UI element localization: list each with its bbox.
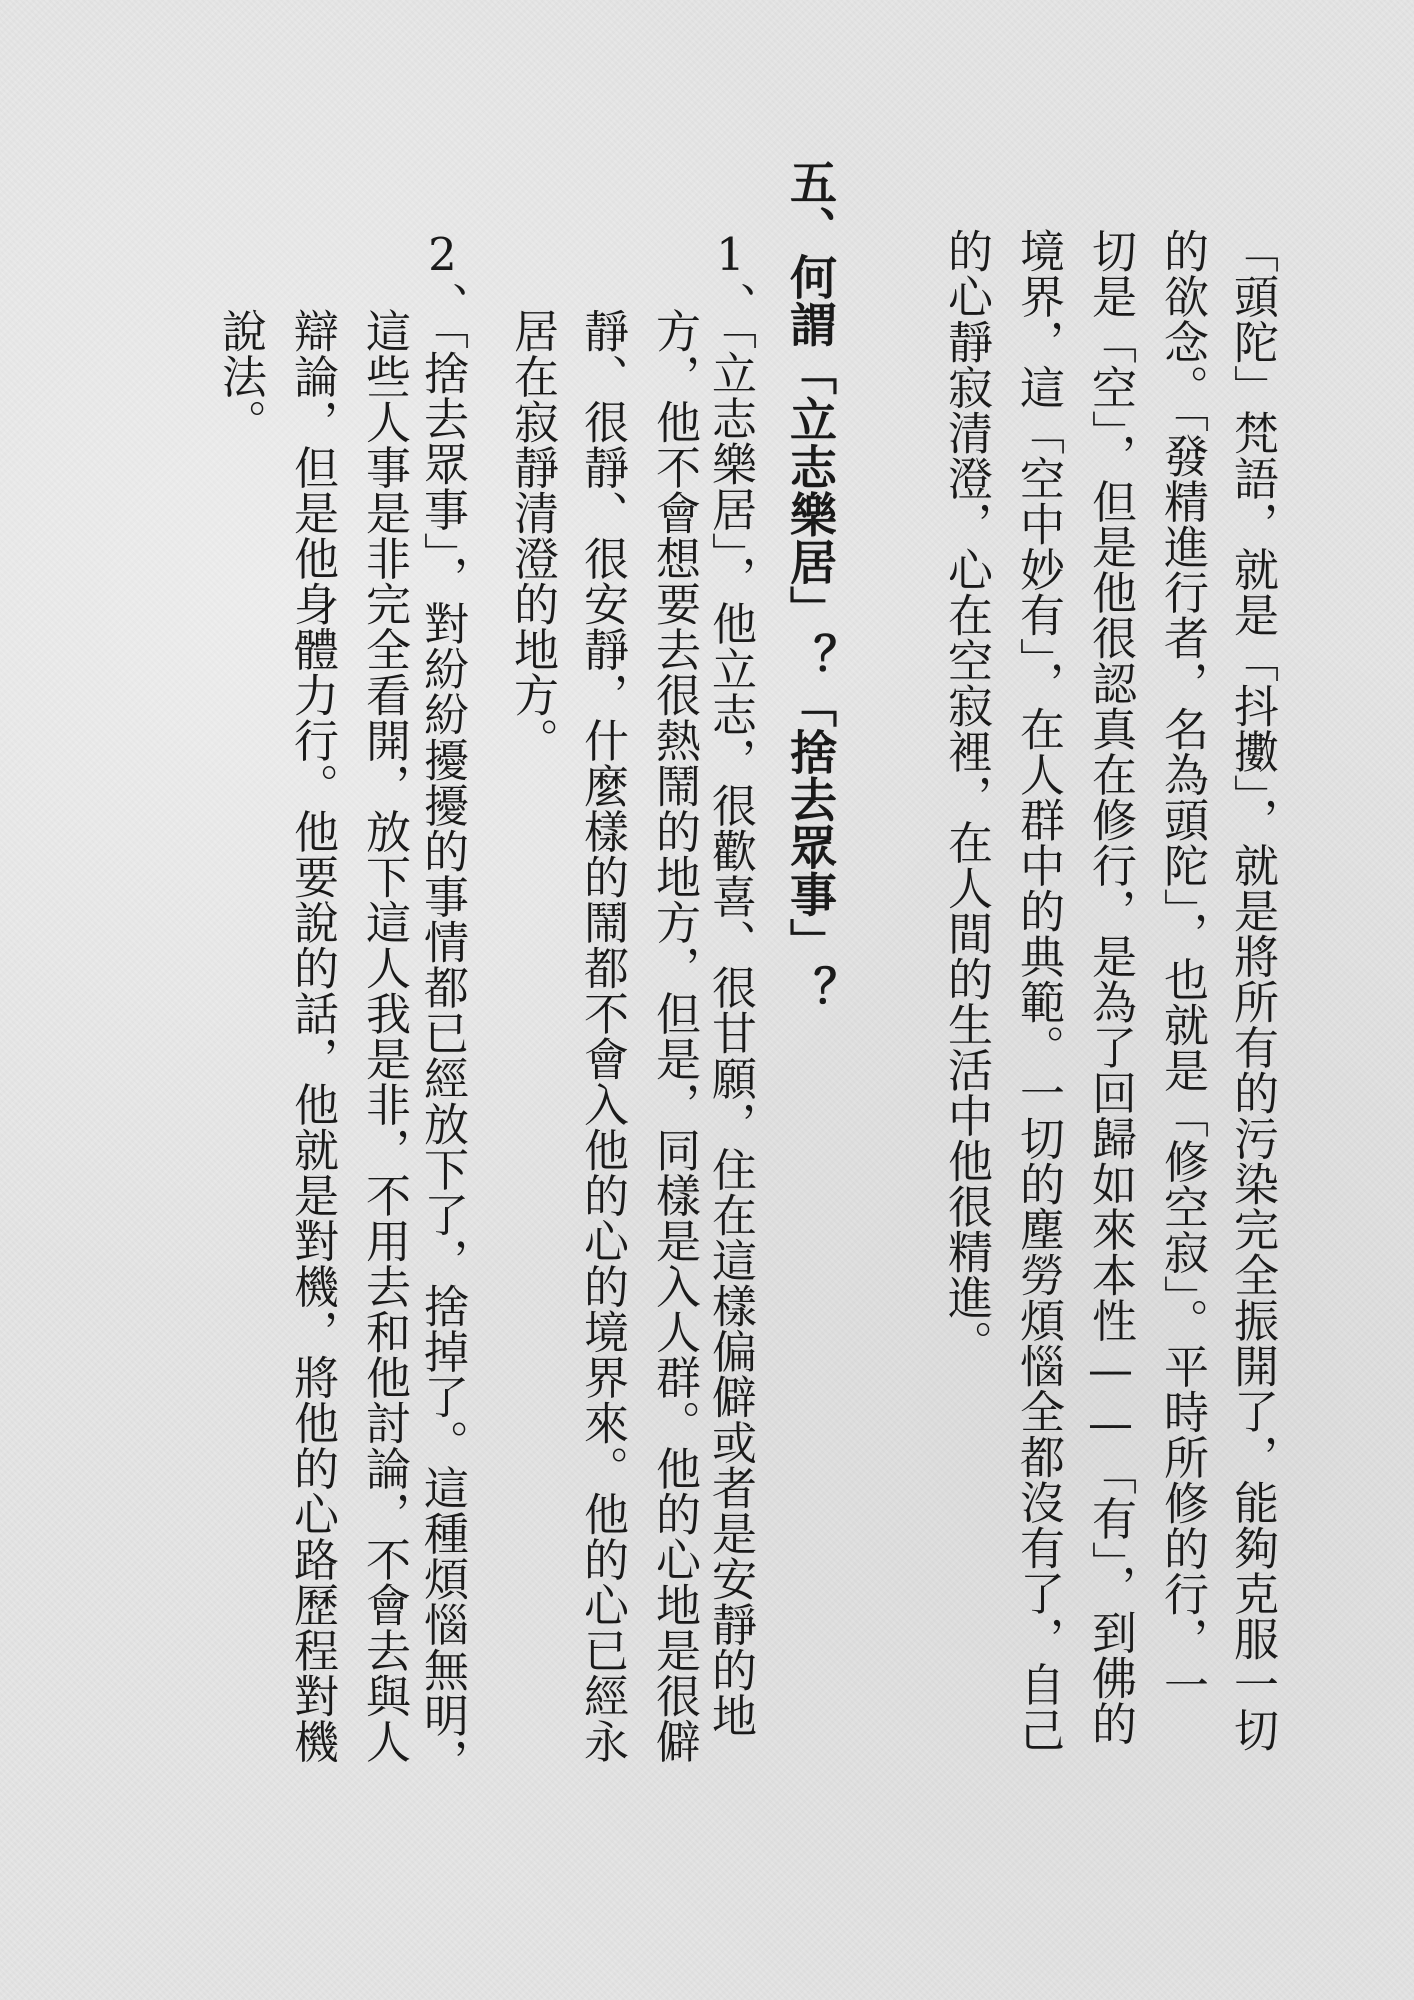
item-1-column-4: 居在寂靜清澄的地方。 [506, 308, 559, 763]
text-column-2: 的欲念。「發精進行者，名為頭陀」，也就是「修空寂」。平時所修的行，一 [1156, 228, 1209, 1708]
item-1-column-3: 靜、很靜、很安靜，什麼樣的鬧都不會入他的心的境界來。他的心已經永 [576, 308, 629, 1764]
item-2-column-2: 這些人事是非完全看開，放下這人我是非，不用去和他討論，不會去與人 [358, 308, 411, 1764]
text-column-5: 的心靜寂清澄，心在空寂裡，在人間的生活中他很精進。 [940, 228, 993, 1366]
text-column-1: 「頭陀」梵語，就是「抖擻」，就是將所有的污染完全振開了，能夠克服一切 [1226, 228, 1279, 1753]
text-column-4: 境界，這「空中妙有」，在人群中的典範。一切的塵勞煩惱全都沒有了，自己 [1012, 228, 1065, 1753]
item-2-column-4: 說法。 [214, 308, 267, 445]
section-heading: 五、何謂「立志樂居」？「捨去眾事」？ [782, 158, 837, 1013]
item-2-column-3: 辯論，但是他身體力行。他要說的話，他就是對機，將他的心路歷程對機 [286, 308, 339, 1764]
item-2-column-1: 2、「捨去眾事」，對紛紛擾擾的事情都已經放下了，捨掉了。這種煩惱無明， [416, 228, 469, 1784]
item-1-column-2: 方，他不會想要去很熱鬧的地方，但是，同樣是入人群。他的心地是很僻 [648, 308, 701, 1764]
item-1-column-1: 1、「立志樂居」，他立志，很歡喜、很甘願，住在這樣偏僻或者是安靜的地 [704, 228, 757, 1738]
text-column-3: 切是「空」，但是他很認真在修行，是為了回歸如來本性——「有」，到佛的 [1084, 228, 1137, 1746]
